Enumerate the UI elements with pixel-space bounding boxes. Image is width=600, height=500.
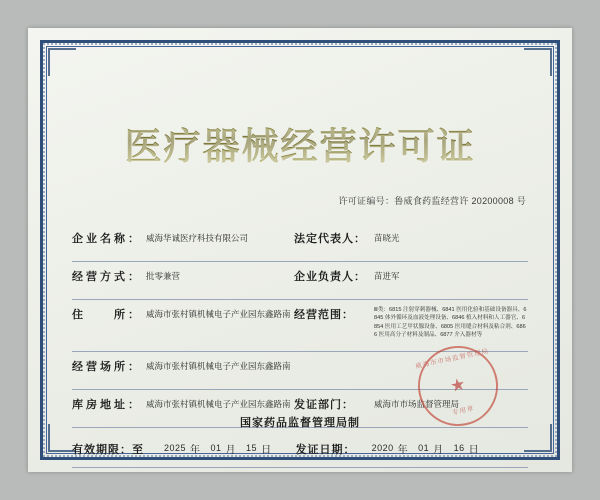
field-business-site	[72, 356, 294, 374]
issue-date-month-unit: 月	[433, 444, 444, 456]
scope-label: 经营范围：	[294, 309, 354, 321]
corner-ornament-top-left	[48, 48, 76, 76]
valid-until-date	[160, 441, 278, 456]
warehouse-value: 威海市张村镇机械电子产业园东鑫路南	[146, 399, 291, 409]
row-address-and-scope	[72, 300, 528, 352]
issue-date-month: 01	[418, 443, 430, 453]
certificate-number: 许可证编号：鲁威食药监经营许 20200008 号	[338, 196, 526, 206]
valid-until-month: 01	[210, 443, 222, 453]
row-company-and-legal-rep	[72, 224, 528, 262]
issue-date-day: 16	[453, 443, 465, 453]
person-in-charge-label: 企业负责人：	[294, 271, 366, 283]
issuer-label: 发证部门：	[294, 399, 354, 411]
field-business-mode	[72, 266, 294, 284]
issue-date-year-unit: 年	[397, 444, 409, 456]
certificate-document	[28, 28, 572, 472]
address-label: 住 所：	[72, 309, 142, 321]
valid-until-year: 2025	[164, 443, 187, 453]
warehouse-label: 库房地址：	[72, 399, 142, 411]
seal-bottom-text: 专用章	[451, 405, 476, 417]
business-site-value: 威海市张村镇机械电子产业园东鑫路南	[146, 361, 291, 371]
valid-until-month-unit: 月	[225, 444, 237, 456]
issue-date	[368, 441, 486, 456]
valid-until-day-unit: 日	[261, 444, 272, 456]
field-address	[72, 304, 294, 322]
company-name-value: 威海华诚医疗科技有限公司	[146, 233, 249, 243]
field-person-in-charge	[294, 266, 528, 284]
document-title: 医疗器械经营许可证	[28, 116, 572, 170]
business-site-label: 经营场所：	[72, 361, 142, 373]
legal-rep-value: 苗晓光	[374, 233, 400, 243]
field-legal-representative	[294, 228, 528, 246]
field-scope	[294, 304, 528, 340]
row-dates	[72, 428, 528, 468]
business-mode-value: 批零兼营	[146, 271, 181, 281]
document-footer: 国家药品监督管理局制	[240, 417, 360, 429]
field-warehouse	[72, 394, 294, 412]
scope-value: Ⅲ类：6815 注射穿刺器械、6841 医用化验和基础设备器具、6845 体外循环及血液处理设备、6846 植入材料和人工器官、6854 医用工艺甲状腺设备、6805 医用缝合材料及粘合剂、6866 医用高分子材料及制品、6877 介入器材等	[374, 307, 527, 339]
valid-until-day: 15	[246, 443, 258, 453]
issue-date-year: 2020	[371, 443, 394, 453]
corner-ornament-top-right	[524, 48, 552, 76]
address-value: 威海市张村镇机械电子产业园东鑫路南	[146, 309, 291, 319]
field-company-name	[72, 228, 294, 246]
seal-top-text: 威海市市场监督管理局	[414, 347, 490, 371]
row-business-mode-and-person	[72, 262, 528, 300]
field-scope-continued	[294, 356, 528, 358]
valid-until-label: 有效期限：至	[72, 444, 144, 456]
valid-until-year-unit: 年	[190, 444, 201, 456]
issue-date-day-unit: 日	[468, 444, 480, 456]
legal-rep-label: 法定代表人：	[294, 233, 366, 245]
person-in-charge-value: 苗进军	[374, 271, 400, 281]
issuer-value: 威海市市场监督管理局	[374, 399, 460, 409]
company-name-label: 企业名称：	[72, 233, 142, 245]
business-mode-label: 经营方式：	[72, 271, 142, 283]
issue-date-label: 发证日期：	[295, 444, 356, 456]
star-icon: ★	[448, 374, 468, 397]
